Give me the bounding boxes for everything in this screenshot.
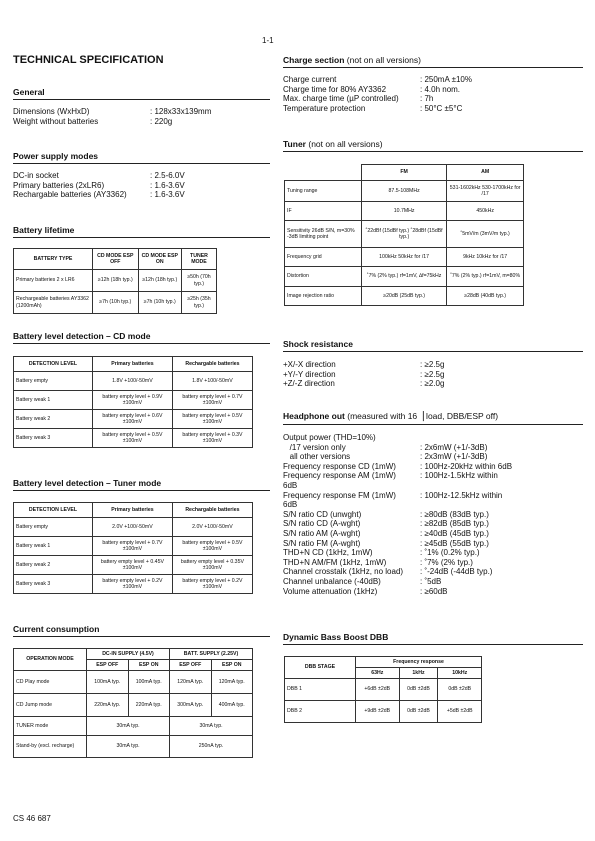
col-header: AM [447, 165, 524, 181]
cell: 10.7MHz [362, 202, 447, 221]
cell: 120mA typ. [211, 671, 253, 694]
cell: CD Play mode [14, 671, 87, 694]
cell: TUNER mode [14, 717, 87, 736]
col-header: Primary batteries [93, 503, 173, 518]
cell: battery empty level + 0.9V ±100mV [93, 391, 173, 410]
cell: ≥28dB (40dB typ.) [447, 287, 524, 306]
cell: 100kHz 50kHz for /17 [362, 248, 447, 267]
headphone-list [283, 433, 583, 596]
spec-row [283, 539, 583, 549]
spec-key: S/N ratio FM (A-wght) [283, 538, 361, 548]
spec-key: THD+N CD (1kHz, 1mW) [283, 548, 373, 558]
bld-tuner-section [13, 478, 270, 491]
spec-key: 6dB [283, 500, 298, 510]
cell: 250nA typ. [170, 736, 253, 758]
cell: ≥25h (35h typ.) [181, 292, 216, 314]
table-row [285, 202, 524, 221]
headphone-title: Headphone out [283, 411, 345, 421]
table-row [285, 221, 524, 248]
spec-row [283, 548, 583, 558]
col-header: CD MODE ESP OFF [93, 249, 139, 270]
current-section [13, 624, 270, 637]
spec-row [283, 567, 583, 577]
spec-key: Max. charge time (µP controlled) [283, 94, 399, 104]
spec-key: +X/-X direction [283, 360, 336, 369]
table-row [14, 292, 217, 314]
cell: 531-1602kHz 530-1700kHz for /17 [447, 181, 524, 202]
cell: Battery weak 2 [14, 410, 93, 429]
cell: ˚7% (2% typ.) rf=1mV, m=80% [447, 267, 524, 287]
shock-section [283, 339, 583, 389]
spec-key: Dimensions (WxHxD) [13, 107, 90, 116]
col-header: DETECTION LEVEL [14, 357, 93, 372]
table-row [14, 537, 253, 556]
tuner-section [283, 139, 583, 152]
spec-row [283, 491, 583, 501]
current-heading: Current consumption [13, 624, 270, 637]
cell: Battery weak 3 [14, 429, 93, 448]
table-row [285, 679, 482, 701]
spec-row [283, 510, 583, 520]
table-row [14, 694, 253, 717]
spec-row [283, 577, 583, 587]
col-header: Rechargable batteries [172, 503, 252, 518]
spec-value: : ≥2.5g [420, 360, 445, 369]
spec-row [283, 481, 583, 491]
col-header: BATTERY TYPE [14, 249, 93, 270]
tuner-note: (not on all versions) [308, 139, 383, 149]
spec-key: 6dB [283, 480, 298, 490]
cell: battery empty level + 0.35V ±100mV [172, 556, 252, 575]
table-row [14, 671, 253, 694]
spec-row [283, 75, 583, 85]
spec-row [283, 370, 583, 380]
cell: Stand-by (excl. recharge) [14, 736, 87, 758]
spec-row [283, 471, 583, 481]
col-header: ESP ON [211, 660, 253, 671]
spec-row [283, 360, 583, 370]
cell: battery empty level + 0.2V ±100mV [93, 575, 173, 594]
spec-value: : 100Hz-1.5kHz within [420, 471, 498, 481]
cell: 120mA typ. [170, 671, 212, 694]
cell: 0dB ±2dB [399, 701, 438, 723]
table-row [285, 267, 524, 287]
spec-key: Weight without batteries [13, 116, 99, 126]
cell: Battery weak 1 [14, 537, 93, 556]
col-header: Frequency response [356, 657, 482, 668]
table-row [285, 287, 524, 306]
spec-row [283, 379, 583, 389]
spec-value: : ˚-24dB (-44dB typ.) [420, 567, 493, 577]
cell: 0dB ±2dB [399, 679, 438, 701]
spec-key: Rechargable batteries (AY3362) [13, 190, 127, 200]
col-header: OPERATION MODE [14, 649, 87, 671]
spec-row [13, 181, 270, 191]
cell: ≥20dB (25dB typ.) [362, 287, 447, 306]
spec-value: : 7h [420, 94, 434, 104]
current-table [13, 648, 253, 758]
charge-list [283, 75, 583, 113]
spec-row [283, 462, 583, 472]
col-header: DETECTION LEVEL [14, 503, 93, 518]
spec-value: : ≥40dB (45dB typ.) [420, 528, 489, 538]
cell: 450kHz [447, 202, 524, 221]
col-header: TUNER MODE [181, 249, 216, 270]
cell: ≥12h (18h typ.) [138, 270, 181, 292]
cell: +6dB ±2dB [356, 679, 400, 701]
cell: battery empty level + 0.7V ±100mV [93, 537, 173, 556]
spec-row [283, 433, 583, 443]
cell: Battery weak 2 [14, 556, 93, 575]
cell: battery empty level + 0.45V ±100mV [93, 556, 173, 575]
spec-value: : 2.5-6.0V [150, 171, 185, 180]
col-header: ESP OFF [87, 660, 129, 671]
bld-cd-heading: Battery level detection – CD mode [13, 331, 270, 344]
cell: ≥7h (10h typ.) [138, 292, 181, 314]
cell: CD Jump mode [14, 694, 87, 717]
cell: +9dB ±2dB [356, 701, 400, 723]
cell: 30mA typ. [87, 717, 170, 736]
spec-value: : 250mA ±10% [420, 75, 472, 84]
spec-key: /17 version only [283, 442, 346, 452]
spec-key: +Z/-Z direction [283, 379, 335, 389]
col-header: Primary batteries [93, 357, 173, 372]
spec-key: Primary batteries (2xLR6) [13, 180, 105, 190]
spec-key: Channel crosstalk (1kHz, no load) [283, 567, 404, 577]
charge-note: (not on all versions) [346, 55, 421, 65]
charge-title: Charge section [283, 55, 345, 65]
spec-row [13, 171, 270, 181]
cell: ˚5mV/m (3mV/m typ.) [447, 221, 524, 248]
cell: Image rejection ratio [285, 287, 362, 306]
spec-row [283, 529, 583, 539]
cell: Battery empty [14, 372, 93, 391]
spec-value: : 2x3mW (+1/-3dB) [420, 452, 488, 462]
cell: 2.0V +100/-50mV [172, 518, 252, 537]
cell: ˚7% (2% typ.) rf=1mV, ∆f=75kHz [362, 267, 447, 287]
corner-cell [285, 165, 362, 181]
cell: Battery weak 3 [14, 575, 93, 594]
spec-row [283, 85, 583, 95]
cell: 100mA typ. [87, 671, 129, 694]
spec-value: : 100Hz-12.5kHz within [420, 490, 503, 500]
table-row [14, 429, 253, 448]
spec-value: : ≥60dB [420, 586, 448, 596]
cell: ≥7h (10h typ.) [93, 292, 139, 314]
cell: DBB 2 [285, 701, 356, 723]
spec-value: : 1.6-3.6V [150, 190, 185, 200]
spec-row [283, 443, 583, 453]
cell: battery empty level + 0.5V ±100mV [172, 537, 252, 556]
battery-lifetime-section [13, 225, 270, 238]
col-header: DBB STAGE [285, 657, 356, 679]
spec-row [13, 107, 270, 117]
cell: battery empty level + 0.5V ±100mV [93, 429, 173, 448]
cell: 30mA typ. [87, 736, 170, 758]
spec-key: all other versions [283, 452, 351, 462]
cell: Battery empty [14, 518, 93, 537]
table-row [14, 410, 253, 429]
col-header: 10kHz [438, 668, 482, 679]
cell: ≥12h (18h typ.) [93, 270, 139, 292]
cell: 400mA typ. [211, 694, 253, 717]
cell: 220mA typ. [128, 694, 170, 717]
cell: 87.5-108MHz [362, 181, 447, 202]
spec-value: : ≥82dB (85dB typ.) [420, 519, 489, 529]
cell: 1.8V +100/-50mV [172, 372, 252, 391]
table-row [14, 556, 253, 575]
cell: 100mA typ. [128, 671, 170, 694]
spec-key: S/N ratio AM (A-wght) [283, 528, 361, 538]
charge-section [283, 55, 583, 113]
cell: Frequency grid [285, 248, 362, 267]
battery-lifetime-heading: Battery lifetime [13, 225, 270, 238]
dbb-table [284, 656, 482, 723]
cell: ≥50h (70h typ.) [181, 270, 216, 292]
spec-row [13, 190, 270, 200]
cell: 0dB ±2dB [438, 679, 482, 701]
spec-key: S/N ratio CD (unwght) [283, 509, 362, 519]
col-header: Rechargable batteries [172, 357, 252, 372]
tuner-heading [283, 139, 583, 152]
spec-value: : ˚1% (0.2% typ.) [420, 548, 480, 558]
page-title: TECHNICAL SPECIFICATION [13, 54, 164, 66]
col-header: ESP ON [128, 660, 170, 671]
headphone-note: (measured with 16▕ load, DBB/ESP off) [347, 411, 499, 421]
cell: Tuning range [285, 181, 362, 202]
table-row [14, 717, 253, 736]
col-header: CD MODE ESP ON [138, 249, 181, 270]
bld-tuner-heading: Battery level detection – Tuner mode [13, 478, 270, 491]
cell: Sensitivity 26dB S/N, m=30% -3dB limiting point [285, 221, 362, 248]
spec-value: : ˚7% (2% typ.) [420, 557, 473, 567]
table-row [14, 372, 253, 391]
battery-lifetime-table [13, 248, 217, 314]
spec-key: Output power (THD=10%) [283, 433, 376, 442]
cell: ˚22dBf (15dBf typ.) ˚28dBf (15dBf typ.) [362, 221, 447, 248]
col-header: 63Hz [356, 668, 400, 679]
spec-value: : 100Hz-20kHz within 6dB [420, 461, 513, 471]
spec-value: : 128x33x139mm [150, 107, 212, 116]
shock-heading: Shock resistance [283, 339, 583, 352]
spec-key: S/N ratio CD (A-wght) [283, 519, 361, 529]
cell: battery empty level + 0.2V ±100mV [172, 575, 252, 594]
col-header: DC-IN SUPPLY (4.5V) [87, 649, 170, 660]
table-row [14, 518, 253, 537]
spec-value: : ≥2.5g [420, 369, 445, 379]
cell: 9kHz 10kHz for /17 [447, 248, 524, 267]
spec-value: : 2x6mW (+1/-3dB) [420, 442, 488, 452]
spec-row [283, 452, 583, 462]
cell: Battery weak 1 [14, 391, 93, 410]
spec-key: Frequency response AM (1mW) [283, 471, 396, 481]
cell: battery empty level + 0.7V ±100mV [172, 391, 252, 410]
cell: battery empty level + 0.3V ±100mV [172, 429, 252, 448]
tuner-title: Tuner [283, 139, 306, 149]
spec-row [283, 558, 583, 568]
spec-value: : 50°C ±5°C [420, 103, 463, 113]
cell: +5dB ±2dB [438, 701, 482, 723]
spec-key: Frequency response CD (1mW) [283, 461, 396, 471]
shock-list [283, 360, 583, 389]
spec-key: Channel unbalance (-40dB) [283, 576, 381, 586]
spec-value: : ≥2.0g [420, 379, 445, 389]
bld-cd-section [13, 331, 270, 344]
spec-row [283, 587, 583, 597]
table-row [14, 270, 217, 292]
dbb-section [283, 632, 583, 645]
table-row [285, 701, 482, 723]
spec-row [283, 94, 583, 104]
spec-key: THD+N AM/FM (1kHz, 1mW) [283, 557, 387, 567]
spec-value: : ≥45dB (55dB typ.) [420, 538, 489, 548]
general-heading: General [13, 87, 270, 100]
spec-key: Charge time for 80% AY3362 [283, 84, 387, 94]
spec-key: Charge current [283, 75, 337, 84]
cell: 30mA typ. [170, 717, 253, 736]
headphone-section [283, 411, 583, 596]
spec-key: +Y/-Y direction [283, 369, 336, 379]
cell: battery empty level + 0.6V ±100mV [93, 410, 173, 429]
page-number: 1-1 [262, 36, 274, 45]
table-row [285, 181, 524, 202]
bld-tuner-table [13, 502, 253, 594]
col-header: FM [362, 165, 447, 181]
spec-key: Volume attenuation (1kHz) [283, 586, 378, 596]
col-header: 1kHz [399, 668, 438, 679]
spec-row [13, 117, 270, 127]
col-header: BATT. SUPPLY (2.25V) [170, 649, 253, 660]
power-heading: Power supply modes [13, 151, 270, 164]
spec-value: : 1.6-3.6V [150, 180, 185, 190]
general-section [13, 87, 270, 126]
cell: Rechargeable batteries AY3362 (1200mAh) [14, 292, 93, 314]
spec-row [283, 500, 583, 510]
table-row [14, 736, 253, 758]
spec-value: : ˚5dB [420, 576, 442, 586]
col-header: ESP OFF [170, 660, 212, 671]
footer-code: CS 46 687 [13, 814, 51, 823]
cell: 2.0V +100/-50mV [93, 518, 173, 537]
cell: battery empty level + 0.5V ±100mV [172, 410, 252, 429]
table-row [14, 575, 253, 594]
spec-value: : 4.0h nom. [420, 84, 461, 94]
spec-row [283, 519, 583, 529]
table-row [285, 248, 524, 267]
table-row [14, 391, 253, 410]
spec-value: : 220g [150, 116, 173, 126]
general-list [13, 107, 270, 126]
cell: 1.8V +100/-50mV [93, 372, 173, 391]
cell: 220mA typ. [87, 694, 129, 717]
spec-key: Temperature protection [283, 103, 366, 113]
power-section [13, 151, 270, 200]
cell: IF [285, 202, 362, 221]
cell: Distortion [285, 267, 362, 287]
charge-heading [283, 55, 583, 68]
headphone-heading [283, 411, 583, 425]
spec-key: DC-in socket [13, 171, 59, 180]
tuner-table [284, 164, 524, 306]
cell: DBB 1 [285, 679, 356, 701]
spec-value: : ≥80dB (83dB typ.) [420, 509, 489, 519]
power-list [13, 171, 270, 200]
bld-cd-table [13, 356, 253, 448]
dbb-heading: Dynamic Bass Boost DBB [283, 632, 583, 645]
cell: 300mA typ. [170, 694, 212, 717]
spec-row [283, 104, 583, 114]
cell: Primary batteries 2 x LR6 [14, 270, 93, 292]
spec-key: Frequency response FM (1mW) [283, 490, 396, 500]
